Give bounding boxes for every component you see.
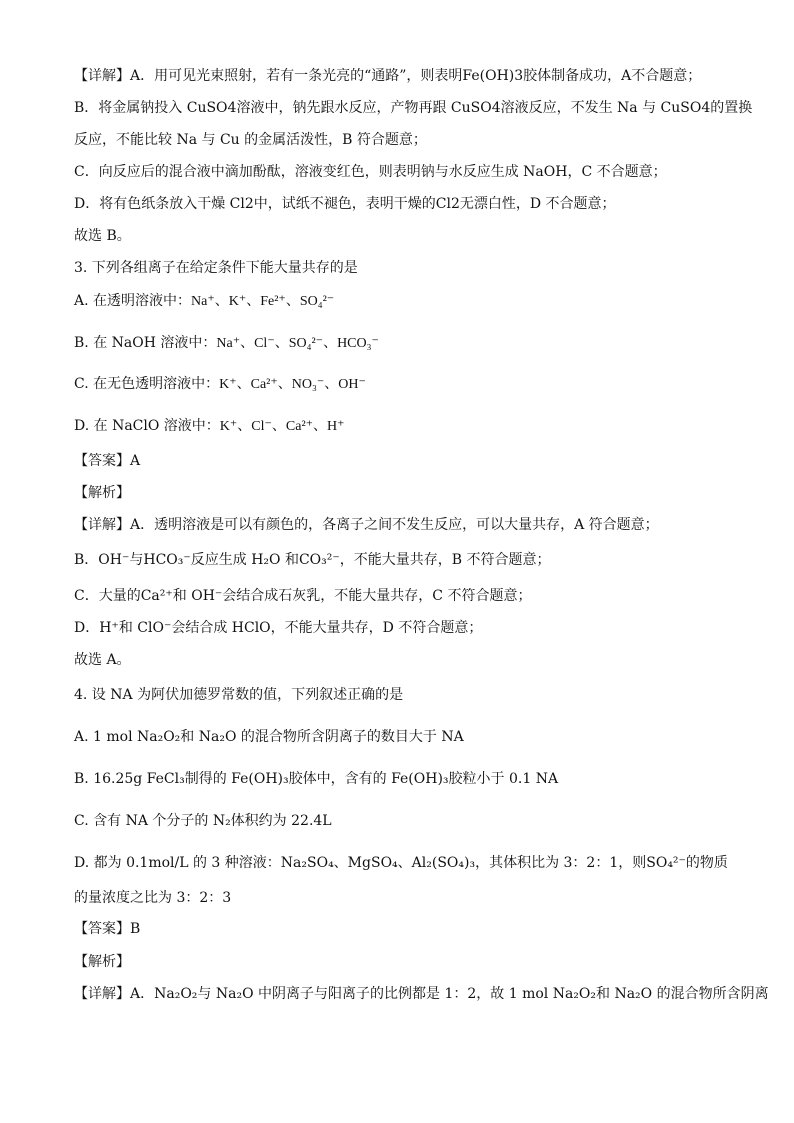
q4-option-d-line-2: 的量浓度之比为 3：2：3: [74, 890, 232, 906]
q3-explain-line-5: 故选 A。: [74, 652, 131, 668]
q2-explain-line-1: 【详解】A．用可见光束照射，若有一条光亮的“通路”，则表明Fe(OH)3胶体制备成功，A不合题意；: [74, 68, 702, 84]
q4-option-b: B. 16.25g FeCl₃制得的 Fe(OH)₃胶体中，含有的 Fe(OH)₃胶粒小于 0.1 NA: [74, 771, 559, 787]
q4-option-d-line-1: D. 都为 0.1mol/L 的 3 种溶液：Na₂SO₄、MgSO₄、Al₂(SO₄)₃，其体积比为 3：2：1，则SO₄²⁻的物质: [74, 855, 728, 871]
q3-option-c-prefix: C. 在无色透明溶液中：: [74, 376, 220, 392]
q3-explain-line-1: 【详解】A．透明溶液是可以有颜色的，各离子之间不发生反应，可以大量共存，A 符合题意；: [74, 517, 659, 533]
q3-option-d: [74, 416, 734, 437]
q4-answer: 【答案】B: [74, 921, 141, 937]
q4-explain-line-1: 【详解】A．Na₂O₂与 Na₂O 中阴离子与阳离子的比例都是 1：2，故 1 mol Na₂O₂和 Na₂O 的混合物所含阴离: [74, 986, 769, 1002]
q3-option-c-ions: K⁺、Ca²⁺、NO₃⁻、OH⁻: [219, 377, 366, 392]
q4-analysis-heading: 【解析】: [74, 954, 130, 970]
q3-analysis-heading: 【解析】: [74, 485, 130, 501]
q3-option-a-prefix: A. 在透明溶液中：: [74, 293, 192, 309]
q4-option-c: C. 含有 NA 个分子的 N₂体积约为 22.4L: [74, 813, 332, 829]
q3-answer: 【答案】A: [74, 453, 141, 469]
q3-explain-line-2: B．OH⁻与HCO₃⁻反应生成 H₂O 和CO₃²⁻，不能大量共存，B 不符合题意；: [74, 552, 551, 568]
q2-explain-line-2: B．将金属钠投入 CuSO4溶液中，钠先跟水反应，产物再跟 CuSO4溶液反应，不发生 Na 与 CuSO4的置换: [74, 100, 753, 116]
q3-option-b-prefix: B. 在 NaOH 溶液中：: [74, 335, 217, 351]
q3-explain-line-3: C．大量的Ca²⁺和 OH⁻会结合成石灰乳，不能大量共存，C 不符合题意；: [74, 588, 532, 604]
q2-explain-line-5: D．将有色纸条放入干燥 Cl2中，试纸不褪色，表明干燥的Cl2无漂白性，D 不合题意；: [74, 196, 616, 212]
q3-stem: 3. 下列各组离子在给定条件下能大量共存的是: [74, 260, 358, 276]
q2-explain-line-6: 故选 B。: [74, 228, 131, 244]
q3-option-c: [74, 374, 734, 395]
q3-option-a-ions: Na⁺、K⁺、Fe²⁺、SO₄²⁻: [191, 294, 335, 309]
q3-option-d-prefix: D. 在 NaClO 溶液中：: [74, 418, 220, 434]
q3-option-d-ions: K⁺、Cl⁻、Ca²⁺、H⁺: [219, 419, 345, 434]
q4-stem: 4. 设 NA 为阿伏加德罗常数的值，下列叙述正确的是: [74, 687, 404, 703]
q3-option-b: [74, 333, 734, 354]
q2-explain-line-3: 反应，不能比较 Na 与 Cu 的金属活泼性，B 符合题意；: [74, 132, 427, 148]
q3-option-b-ions: Na⁺、Cl⁻、SO₄²⁻、HCO₃⁻: [216, 336, 379, 351]
q2-explain-line-4: C．向反应后的混合液中滴加酚酞，溶液变红色，则表明钠与水反应生成 NaOH，C 不合题意；: [74, 164, 667, 180]
q3-option-a: [74, 291, 734, 312]
q4-option-a: A. 1 mol Na₂O₂和 Na₂O 的混合物所含阴离子的数目大于 NA: [74, 729, 464, 745]
q3-explain-line-4: D．H⁺和 ClO⁻会结合成 HClO，不能大量共存，D 不符合题意；: [74, 620, 483, 636]
